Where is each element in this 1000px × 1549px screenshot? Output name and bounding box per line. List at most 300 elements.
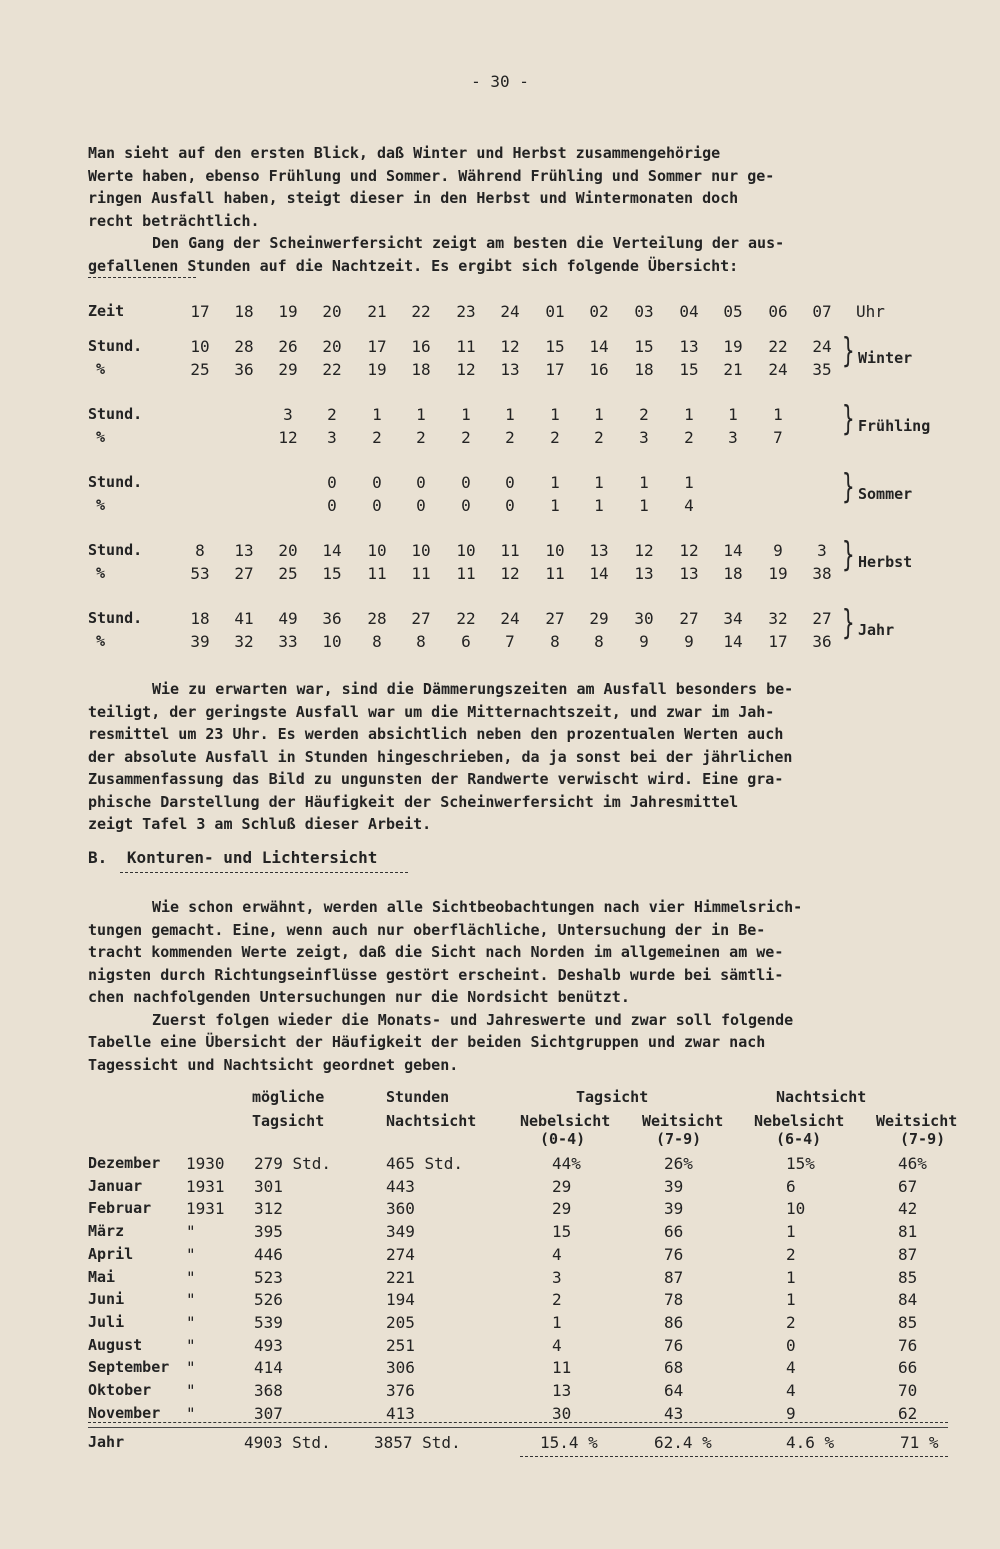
brace-icon: }	[842, 467, 855, 507]
p3-line: nigsten durch Richtungseinflüsse gestört erscheint. Deshalb wurde bei sämtli-	[88, 965, 784, 984]
hour-cell: 25	[278, 564, 298, 583]
nacht-weit-pct: 67	[898, 1176, 918, 1196]
nachtsicht-hours: 306	[386, 1358, 415, 1378]
hour-cell: 0	[327, 473, 337, 492]
p1-line: Man sieht auf den ersten Blick, daß Winter und Herbst zusammengehörige	[88, 144, 721, 162]
hour-cell: 11	[456, 337, 476, 356]
season-label: Herbst	[858, 553, 913, 571]
nacht-nebel-pct: 2	[786, 1244, 796, 1264]
header-nebelsicht-nacht: Nebelsicht	[754, 1112, 845, 1130]
year-label: "	[186, 1403, 196, 1423]
year-label: "	[186, 1335, 196, 1355]
hour-cell: 1	[684, 405, 694, 424]
nacht-nebel-pct: 10	[786, 1199, 806, 1219]
stund-label: Stund.	[88, 541, 143, 559]
month-label: August	[88, 1335, 143, 1354]
hour-cell: 24	[500, 609, 520, 628]
table-rule	[88, 1422, 948, 1423]
header-moegliche: mögliche	[252, 1088, 325, 1106]
hour-cell	[224, 496, 264, 518]
hour-cell: 11	[367, 564, 387, 583]
header-range: (7-9)	[900, 1130, 946, 1148]
hour-cell: 22	[768, 337, 788, 356]
month-label: Dezember	[88, 1154, 161, 1172]
hour-cell: 22	[322, 360, 342, 379]
tag-weit-pct: 87	[664, 1267, 684, 1287]
paragraph-1	[88, 142, 948, 277]
nachtsicht-hours: 360	[386, 1199, 415, 1219]
stund-label: Stund.	[88, 405, 143, 423]
hour-cell: 13	[679, 337, 699, 356]
nachtsicht-hours: 274	[386, 1244, 415, 1264]
tagsicht-hours: 301	[254, 1176, 283, 1196]
hour-cell: 36	[812, 632, 832, 651]
total-tag-nebel: 15.4 %	[540, 1433, 598, 1452]
month-label: März	[88, 1222, 125, 1241]
hour-header-cell: 21	[367, 302, 387, 321]
table-rule	[88, 1427, 948, 1428]
stund-label: Stund.	[88, 609, 143, 627]
p3-line: tracht kommenden Werte zeigt, daß die Sicht nach Norden im allgemeinen am we-	[88, 943, 784, 961]
hour-cell: 1	[594, 496, 604, 515]
tagsicht-hours: 539	[254, 1312, 283, 1332]
p3-line: Tabelle eine Übersicht der Häufigkeit der beiden Sichtgruppen und zwar nach	[88, 1033, 766, 1051]
hour-cell: 19	[367, 360, 387, 379]
hour-cell: 2	[327, 405, 337, 424]
year-label: "	[186, 1222, 196, 1242]
header-stunden: Stunden	[386, 1088, 450, 1106]
percent-label: %	[96, 428, 106, 446]
month-label: Juli	[88, 1312, 125, 1331]
tag-weit-pct: 66	[664, 1222, 684, 1242]
hour-cell: 14	[322, 541, 342, 560]
hour-cell: 18	[723, 564, 743, 583]
hour-cell	[180, 473, 220, 495]
p3-line: chen nachfolgenden Untersuchungen nur die Nordsicht benützt.	[88, 988, 630, 1006]
brace-icon: }	[842, 603, 855, 643]
tagsicht-hours: 395	[254, 1222, 283, 1242]
hour-cell: 3	[283, 405, 293, 424]
hour-cell: 16	[411, 337, 431, 356]
hour-cell: 27	[812, 609, 832, 628]
hour-cell	[180, 405, 220, 427]
year-label: "	[186, 1381, 196, 1400]
hour-cell: 20	[322, 337, 342, 356]
hour-cell: 12	[500, 564, 520, 583]
hour-cell: 0	[505, 473, 515, 492]
hour-cell: 30	[634, 609, 654, 628]
hour-cell: 17	[545, 360, 565, 379]
hour-cell: 14	[589, 337, 609, 356]
hour-cell: 0	[372, 473, 382, 492]
hour-cell: 1	[550, 473, 560, 492]
hour-header-cell: 01	[545, 302, 565, 321]
header-range: (6-4)	[776, 1130, 822, 1148]
brace-icon: }	[842, 399, 855, 439]
hour-cell: 1	[728, 405, 738, 424]
tagsicht-hours: 312	[254, 1199, 283, 1219]
year-label: 1930	[186, 1154, 225, 1173]
nachtsicht-hours: 205	[386, 1312, 415, 1332]
hour-header-cell: 06	[768, 302, 788, 321]
nachtsicht-hours: 349	[386, 1222, 415, 1242]
nacht-nebel-pct: 4	[786, 1381, 796, 1400]
tag-nebel-pct: 4	[552, 1244, 562, 1264]
hour-cell: 29	[589, 609, 609, 628]
hour-cell: 14	[723, 541, 743, 560]
hour-cell: 9	[684, 632, 694, 651]
header-range: (7-9)	[656, 1130, 702, 1148]
hour-cell: 1	[594, 473, 604, 492]
hour-cell: 18	[190, 609, 210, 628]
tagsicht-hours: 279 Std.	[254, 1154, 332, 1173]
nacht-weit-pct: 42	[898, 1199, 918, 1219]
hour-cell: 32	[234, 632, 254, 651]
unit-label: Uhr	[856, 302, 885, 321]
hour-cell: 11	[545, 564, 565, 583]
percent-label: %	[96, 496, 106, 514]
hour-cell: 27	[411, 609, 431, 628]
hour-cell: 29	[278, 360, 298, 379]
hour-cell: 3	[327, 428, 337, 447]
nacht-nebel-pct: 0	[786, 1335, 796, 1355]
year-label: "	[186, 1358, 196, 1378]
header-nebelsicht-tag: Nebelsicht	[520, 1112, 611, 1130]
p2-line: phische Darstellung der Häufigkeit der Scheinwerfersicht im Jahresmittel	[88, 792, 739, 811]
hour-cell: 11	[500, 541, 520, 560]
hour-cell: 7	[505, 632, 515, 651]
total-tag: 4903 Std.	[244, 1433, 331, 1452]
total-nacht-nebel: 4.6 %	[786, 1433, 835, 1452]
hour-cell: 18	[411, 360, 431, 379]
hour-cell: 4	[684, 496, 694, 515]
hour-cell: 49	[278, 609, 298, 628]
hour-cell: 2	[684, 428, 694, 447]
nacht-nebel-pct: 1	[786, 1267, 796, 1287]
hour-cell	[802, 428, 842, 450]
month-label: April	[88, 1244, 134, 1263]
hour-header-cell: 18	[234, 302, 254, 321]
hour-cell	[713, 496, 753, 518]
hour-cell: 6	[461, 632, 471, 651]
tag-weit-pct: 26%	[664, 1154, 693, 1173]
hour-cell: 2	[416, 428, 426, 447]
hour-cell: 9	[773, 541, 783, 560]
hour-cell: 7	[773, 428, 783, 447]
hour-cell	[180, 496, 220, 518]
tagsicht-hours: 446	[254, 1244, 283, 1264]
nacht-nebel-pct: 1	[786, 1222, 796, 1242]
hour-cell: 8	[594, 632, 604, 651]
year-label: "	[186, 1312, 196, 1332]
tag-weit-pct: 68	[664, 1358, 684, 1378]
hour-cell: 10	[367, 541, 387, 560]
month-label: Mai	[88, 1267, 116, 1286]
tag-weit-pct: 43	[664, 1403, 684, 1423]
hour-header-cell: 02	[589, 302, 609, 321]
tag-nebel-pct: 44%	[552, 1154, 581, 1173]
hour-cell: 15	[634, 337, 654, 356]
hour-cell	[268, 473, 308, 495]
header-nachtsicht: Nachtsicht	[386, 1112, 477, 1130]
hour-cell	[224, 473, 264, 495]
nacht-nebel-pct: 4	[786, 1358, 796, 1378]
hour-cell: 0	[372, 496, 382, 515]
hour-cell	[224, 428, 264, 450]
hour-cell: 41	[234, 609, 254, 628]
hour-cell: 13	[634, 564, 654, 583]
hour-cell: 11	[411, 564, 431, 583]
hour-cell: 24	[768, 360, 788, 379]
tag-nebel-pct: 29	[552, 1176, 572, 1196]
hour-cell: 32	[768, 609, 788, 628]
hour-cell: 0	[416, 496, 426, 515]
hour-cell: 13	[234, 541, 254, 560]
hour-cell: 8	[550, 632, 560, 651]
hour-cell: 26	[278, 337, 298, 356]
nacht-nebel-pct: 6	[786, 1176, 796, 1196]
hour-cell: 8	[195, 541, 205, 560]
hour-cell: 1	[639, 473, 649, 492]
total-label: Jahr	[88, 1433, 125, 1451]
hour-cell	[713, 473, 753, 495]
hour-cell: 27	[545, 609, 565, 628]
header-weitsicht-tag: Weitsicht	[642, 1112, 724, 1130]
hour-cell: 2	[372, 428, 382, 447]
hour-cell: 28	[367, 609, 387, 628]
hour-cell: 12	[456, 360, 476, 379]
hour-cell	[802, 405, 842, 427]
season-label: Frühling	[858, 417, 931, 435]
stund-label: Stund.	[88, 473, 143, 491]
nachtsicht-hours: 413	[386, 1403, 415, 1423]
hour-cell: 17	[367, 337, 387, 356]
tag-nebel-pct: 30	[552, 1403, 572, 1423]
hour-cell: 12	[679, 541, 699, 560]
nacht-weit-pct: 76	[898, 1335, 918, 1355]
paragraph-2	[88, 678, 948, 836]
hour-cell: 27	[234, 564, 254, 583]
hour-cell	[268, 496, 308, 518]
year-label: "	[186, 1290, 196, 1310]
tag-weit-pct: 76	[664, 1244, 684, 1264]
hour-cell: 22	[456, 609, 476, 628]
tagsicht-hours: 526	[254, 1290, 283, 1310]
hour-cell: 2	[639, 405, 649, 424]
tag-nebel-pct: 2	[552, 1290, 562, 1310]
tag-nebel-pct: 11	[552, 1358, 572, 1378]
nacht-nebel-pct: 1	[786, 1290, 796, 1310]
hour-cell: 1	[416, 405, 426, 424]
hour-cell: 38	[812, 564, 832, 583]
hour-cell: 9	[639, 632, 649, 651]
tag-weit-pct: 78	[664, 1290, 684, 1310]
total-nacht: 3857 Std.	[374, 1433, 461, 1452]
month-label: November	[88, 1403, 161, 1422]
tag-weit-pct: 39	[664, 1176, 684, 1196]
season-label: Jahr	[858, 621, 895, 639]
underline-dashed	[88, 277, 196, 278]
nacht-weit-pct: 66	[898, 1358, 918, 1378]
paragraph-3	[88, 896, 948, 1076]
year-label: 1931	[186, 1176, 225, 1196]
nacht-weit-pct: 84	[898, 1290, 918, 1310]
hour-header-cell: 20	[322, 302, 342, 321]
section-title: Konturen- und Lichtersicht	[126, 848, 378, 867]
hour-cell: 0	[461, 473, 471, 492]
nachtsicht-hours: 221	[386, 1267, 415, 1287]
hour-cell	[758, 473, 798, 495]
hour-cell: 15	[679, 360, 699, 379]
p2-line: zeigt Tafel 3 am Schluß dieser Arbeit.	[88, 815, 432, 833]
hour-cell: 19	[768, 564, 788, 583]
p3-line: Tagessicht und Nachtsicht geordnet geben.	[88, 1055, 459, 1074]
hour-cell: 1	[461, 405, 471, 424]
hour-cell: 21	[723, 360, 743, 379]
hour-cell: 0	[327, 496, 337, 515]
year-label: "	[186, 1244, 196, 1264]
hour-cell: 17	[768, 632, 788, 651]
header-tagsicht: Tagsicht	[252, 1112, 325, 1130]
hour-cell: 1	[684, 473, 694, 492]
hour-cell: 15	[322, 564, 342, 583]
hour-cell: 0	[461, 496, 471, 515]
hour-cell: 1	[594, 405, 604, 424]
hour-cell: 10	[322, 632, 342, 651]
nacht-nebel-pct: 15%	[786, 1154, 815, 1173]
section-underline	[120, 872, 408, 873]
hour-cell: 34	[723, 609, 743, 628]
nacht-weit-pct: 62	[898, 1403, 918, 1423]
p2-line: der absolute Ausfall in Stunden hingeschrieben, da ja sonst bei der jährlichen	[88, 747, 793, 766]
stund-label: Stund.	[88, 337, 143, 355]
nachtsicht-hours: 443	[386, 1176, 415, 1196]
hour-cell: 8	[416, 632, 426, 651]
hour-cell: 10	[411, 541, 431, 560]
nacht-weit-pct: 46%	[898, 1154, 927, 1173]
hour-cell: 35	[812, 360, 832, 379]
p3-line: Zuerst folgen wieder die Monats- und Jahreswerte und zwar soll folgende	[152, 1010, 794, 1029]
hour-cell: 1	[773, 405, 783, 424]
nachtsicht-hours: 376	[386, 1381, 415, 1400]
hour-cell: 36	[322, 609, 342, 628]
hour-cell: 10	[545, 541, 565, 560]
hour-header-cell: 03	[634, 302, 654, 321]
nacht-weit-pct: 87	[898, 1244, 918, 1264]
hour-cell: 53	[190, 564, 210, 583]
hour-cell: 18	[634, 360, 654, 379]
tagsicht-hours: 523	[254, 1267, 283, 1287]
percent-label: %	[96, 632, 106, 650]
hour-cell: 1	[372, 405, 382, 424]
tag-weit-pct: 39	[664, 1199, 684, 1219]
brace-icon: }	[842, 535, 855, 575]
hour-cell: 10	[190, 337, 210, 356]
hour-header-cell: 07	[812, 302, 832, 321]
section-letter: B.	[88, 848, 108, 867]
section-heading	[88, 848, 377, 867]
hour-cell: 11	[456, 564, 476, 583]
hour-cell: 1	[550, 405, 560, 424]
page-number: - 30 -	[471, 72, 529, 91]
header-weitsicht-nacht: Weitsicht	[876, 1112, 958, 1130]
hour-header-cell: 24	[500, 302, 520, 321]
month-label: Oktober	[88, 1381, 152, 1399]
header-nachtsicht-group: Nachtsicht	[776, 1088, 867, 1106]
zeit-label: Zeit	[88, 302, 125, 320]
hour-cell: 16	[589, 360, 609, 379]
hour-header-cell: 04	[679, 302, 699, 321]
tag-weit-pct: 64	[664, 1381, 684, 1400]
p2-line: Wie zu erwarten war, sind die Dämmerungszeiten am Ausfall besonders be-	[152, 680, 794, 698]
hour-cell: 0	[505, 496, 515, 515]
hour-cell: 25	[190, 360, 210, 379]
hour-cell: 15	[545, 337, 565, 356]
nacht-weit-pct: 70	[898, 1381, 918, 1400]
nacht-weit-pct: 85	[898, 1267, 918, 1287]
tag-nebel-pct: 4	[552, 1335, 562, 1355]
hour-cell: 33	[278, 632, 298, 651]
hour-cell: 1	[639, 496, 649, 515]
season-label: Winter	[858, 349, 913, 367]
total-nacht-weit: 71 %	[900, 1433, 939, 1452]
nachtsicht-hours: 194	[386, 1290, 415, 1310]
hour-cell: 19	[723, 337, 743, 356]
nacht-nebel-pct: 2	[786, 1312, 796, 1332]
tag-nebel-pct: 29	[552, 1199, 572, 1219]
hour-cell: 14	[589, 564, 609, 583]
hour-cell: 0	[416, 473, 426, 492]
month-label: September	[88, 1358, 170, 1377]
tag-weit-pct: 76	[664, 1335, 684, 1355]
hour-cell: 2	[594, 428, 604, 447]
month-label: Juni	[88, 1290, 125, 1309]
hour-cell: 1	[550, 496, 560, 515]
tag-nebel-pct: 1	[552, 1312, 562, 1332]
hour-header-cell: 23	[456, 302, 476, 321]
hour-header-cell: 05	[723, 302, 743, 321]
hour-cell: 8	[372, 632, 382, 651]
year-label: "	[186, 1267, 196, 1287]
nacht-nebel-pct: 9	[786, 1403, 796, 1423]
p3-line: tungen gemacht. Eine, wenn auch nur oberflächliche, Untersuchung der in Be-	[88, 920, 766, 939]
hour-cell: 1	[505, 405, 515, 424]
month-label: Februar	[88, 1199, 152, 1218]
p1-line: gefallenen Stunden auf die Nachtzeit. Es ergibt sich folgende Übersicht:	[88, 256, 739, 275]
month-label: Januar	[88, 1176, 143, 1195]
percent-label: %	[96, 360, 106, 378]
hour-cell: 10	[456, 541, 476, 560]
hour-cell: 12	[278, 428, 298, 447]
hour-cell: 3	[639, 428, 649, 447]
hour-cell: 2	[550, 428, 560, 447]
header-tagsicht-group: Tagsicht	[576, 1088, 649, 1106]
hour-cell: 27	[679, 609, 699, 628]
hour-cell: 39	[190, 632, 210, 651]
hour-cell: 12	[634, 541, 654, 560]
hour-cell	[224, 405, 264, 427]
hour-cell: 3	[817, 541, 827, 560]
nacht-weit-pct: 85	[898, 1312, 918, 1332]
p2-line: Zusammenfassung das Bild zu ungunsten der Randwerte verwischt wird. Eine gra-	[88, 770, 784, 788]
tag-nebel-pct: 3	[552, 1267, 562, 1287]
total-tag-weit: 62.4 %	[654, 1433, 712, 1452]
table-rule	[520, 1456, 948, 1457]
percent-label: %	[96, 564, 106, 582]
hour-cell: 3	[728, 428, 738, 447]
tag-weit-pct: 86	[664, 1312, 684, 1332]
p1-line: recht beträchtlich.	[88, 211, 260, 230]
